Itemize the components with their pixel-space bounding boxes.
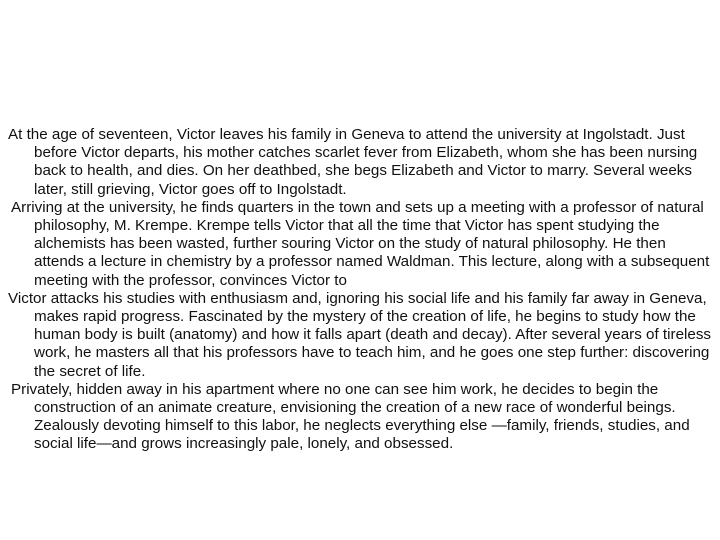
paragraph-university: Arriving at the university, he finds quarters in the town and sets up a meeting with a professor of natural philosophy, M. Krempe. Krempe tells Victor that all the time that Victor has spent studying the alchemists has been wasted, further souring Victor on the study of natural philosophy. He then attends a lecture in chemistry by a professor named Waldman. This lecture, along with a subsequent meeting with the professor, convinces Victor to (11, 198, 710, 289)
paragraph-departure: At the age of seventeen, Victor leaves his family in Geneva to attend the university at Ingolstadt. Just before Victor departs, his mother catches scarlet fever from Elizabeth, whom she has been nursing back to health, and dies. On her deathbed, she begs Elizabeth and Victor to marry. Several weeks later, still grieving, Victor goes off to Ingolstadt. (8, 126, 698, 198)
paragraph-creation: Privately, hidden away in his apartment where no one can see him work, he decides to begin the construction of an animate creature, envisioning the creation of a new race of wonderful beings. Zealously devoting himself to this labor, he neglects everything else —family, friends, studies, and social life—and grows increasingly pale, lonely, and obsessed. (11, 380, 690, 453)
paragraph-studies: Victor attacks his studies with enthusiasm and, ignoring his social life and his family far away in Geneva, makes rapid progress. Fascinated by the mystery of the creation of life, he begins to study how the human body is built (anatomy) and how it falls apart (death and decay). After several years of tireless work, he masters all that his professors have to teach him, and he goes one step further: discovering the secret of life. (8, 289, 712, 380)
summary-text-block (8, 126, 714, 454)
